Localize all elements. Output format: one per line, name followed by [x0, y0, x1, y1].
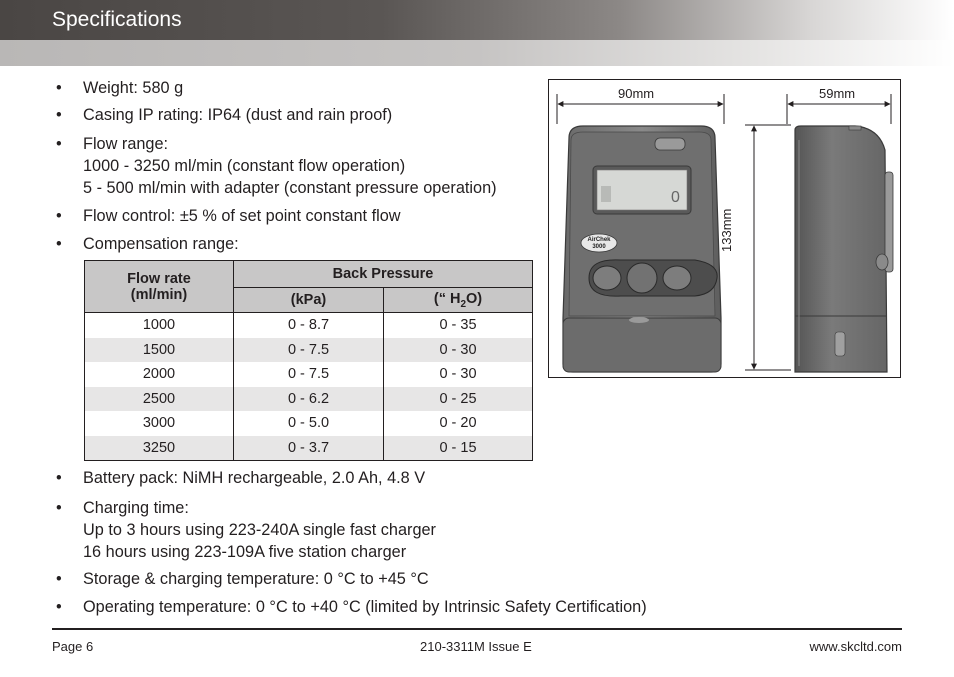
h2o-cell: 0 - 35	[384, 313, 533, 338]
kpa-cell: 0 - 7.5	[234, 362, 384, 387]
h2o-cell: 0 - 20	[384, 411, 533, 436]
kpa-cell: 0 - 5.0	[234, 411, 384, 436]
flow-rate-cell: 2000	[85, 362, 234, 387]
display-digit: 0	[671, 189, 680, 206]
depth-dimension-label: 59mm	[819, 86, 856, 101]
footer-divider	[52, 628, 902, 630]
kpa-header: (kPa)	[234, 288, 384, 313]
compensation-table	[84, 260, 533, 461]
footer-website: www.skcltd.com	[809, 639, 902, 654]
flow-rate-cell: 1500	[85, 338, 234, 363]
h2o-cell: 0 - 30	[384, 338, 533, 363]
right-button	[663, 266, 691, 290]
device-front-view	[563, 126, 721, 372]
table-row	[85, 313, 533, 338]
h2o-cell: 0 - 15	[384, 436, 533, 461]
header-subbar	[0, 40, 954, 66]
logo-badge	[655, 138, 685, 150]
footer-doc-number: 210-3311M Issue E	[420, 639, 532, 654]
width-dimension-label: 90mm	[618, 86, 655, 101]
device-dimensions-figure	[548, 79, 901, 378]
table-row	[85, 362, 533, 387]
table-row	[85, 436, 533, 461]
svg-text:AirChek: AirChek	[587, 237, 611, 243]
h2o-cell: 0 - 25	[384, 387, 533, 412]
flow-rate-cell: 3250	[85, 436, 234, 461]
flow-rate-header: Flow rate (ml/min)	[85, 261, 234, 313]
kpa-cell: 0 - 3.7	[234, 436, 384, 461]
flow-rate-cell: 1000	[85, 313, 234, 338]
table-row	[85, 387, 533, 412]
svg-text:3000: 3000	[592, 244, 606, 250]
flow-rate-cell: 2500	[85, 387, 234, 412]
table-row	[85, 411, 533, 436]
device-side-view	[795, 126, 893, 372]
back-pressure-header: Back Pressure	[234, 261, 533, 288]
kpa-cell: 0 - 7.5	[234, 338, 384, 363]
h2o-header: (“ $H_2O$)	[384, 288, 533, 313]
left-button	[593, 266, 621, 290]
table-header-row	[85, 261, 533, 288]
kpa-cell: 0 - 6.2	[234, 387, 384, 412]
battery-pack	[563, 318, 721, 372]
kpa-cell: 0 - 8.7	[234, 313, 384, 338]
h2o-cell: 0 - 30	[384, 362, 533, 387]
height-dimension-label: 133mm	[719, 208, 734, 252]
flow-rate-cell: 3000	[85, 411, 234, 436]
center-button	[627, 263, 657, 293]
page-title: Specifications	[52, 8, 182, 31]
header-bar	[0, 0, 954, 40]
footer-page-number: Page 6	[52, 639, 94, 654]
table-row	[85, 338, 533, 363]
